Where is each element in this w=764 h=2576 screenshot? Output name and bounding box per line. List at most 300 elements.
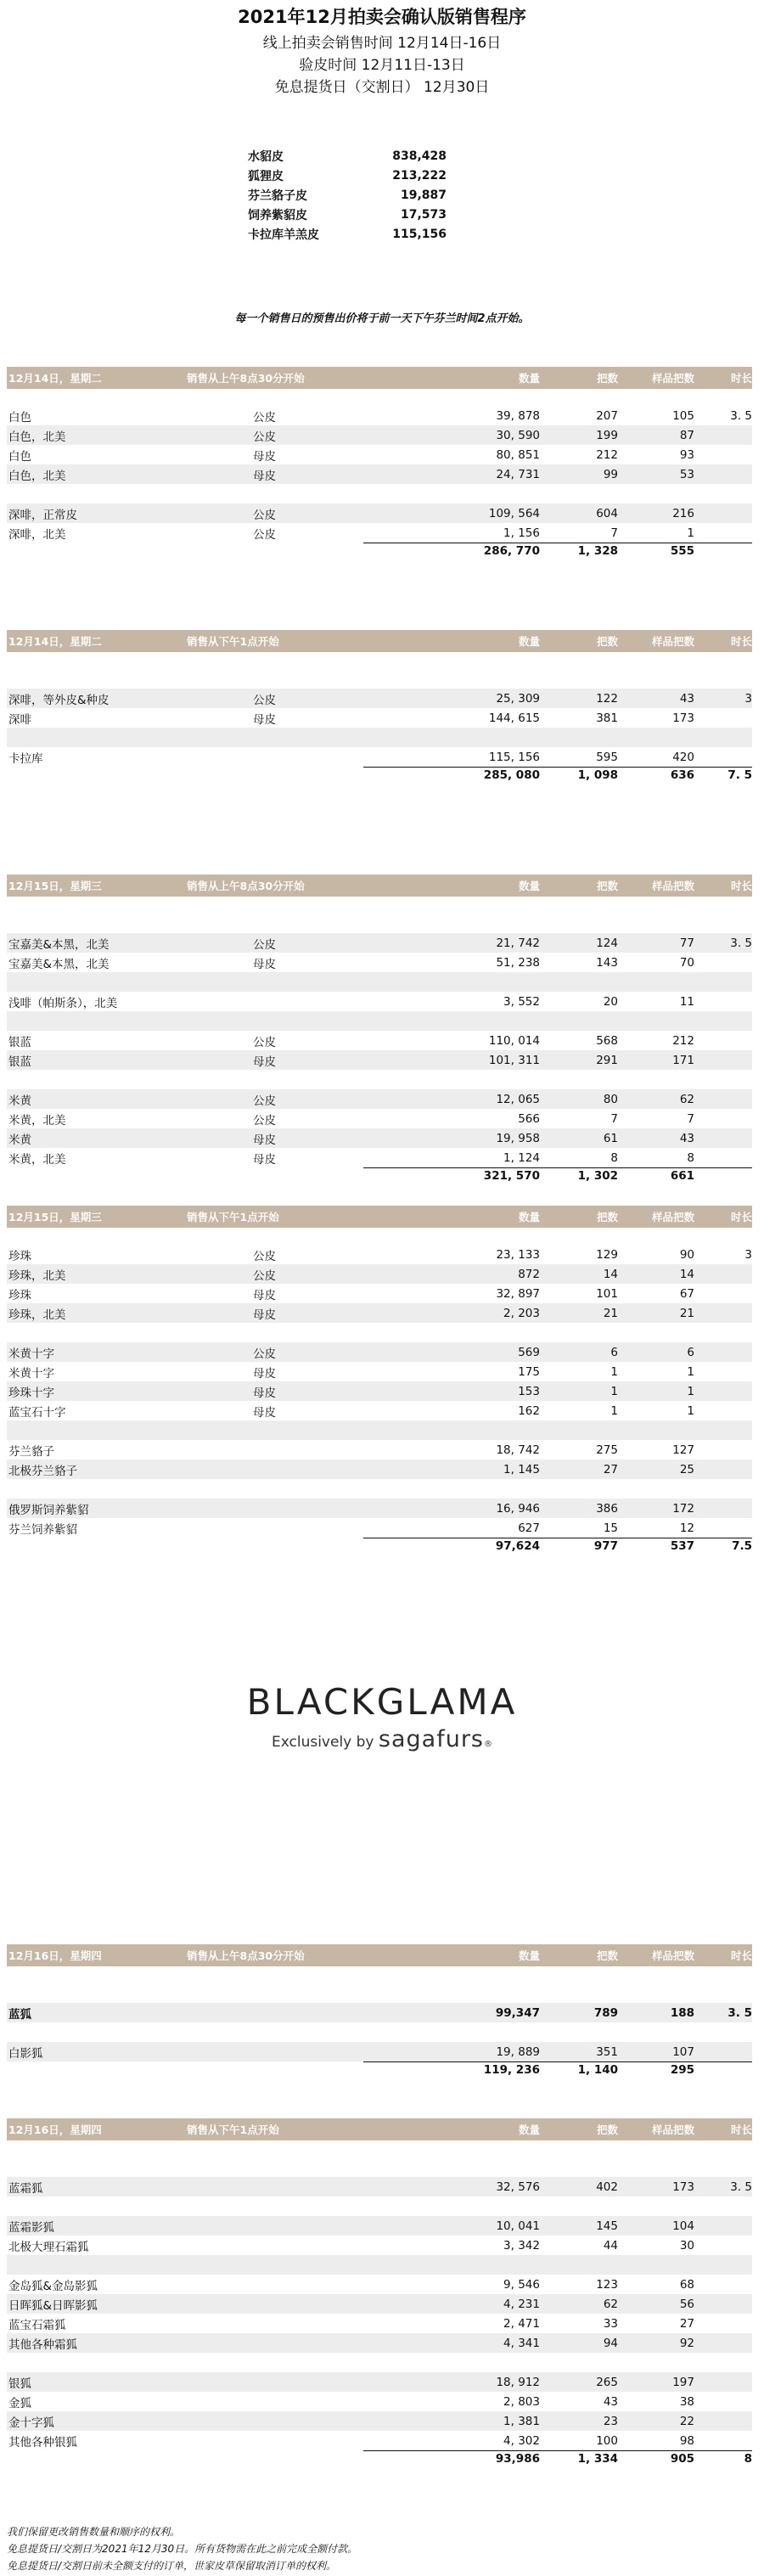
table-row xyxy=(7,406,752,425)
cell-sample: 216 xyxy=(672,506,694,520)
cell-lots: 20 xyxy=(603,994,618,1009)
table-row xyxy=(7,464,752,484)
section-total xyxy=(363,1538,752,1555)
col-qty: 数量 xyxy=(518,880,540,892)
cell-name: 银蓝 xyxy=(8,1055,31,1069)
cell-qty: 19, 889 xyxy=(496,2044,540,2059)
cell-lots: 100 xyxy=(596,2433,618,2448)
table-row xyxy=(7,2294,752,2314)
col-sample: 样品把数 xyxy=(651,1949,694,1962)
cell-hide-type: 公皮 xyxy=(253,410,276,425)
cell-qty: 16, 946 xyxy=(496,1501,540,1516)
cell-qty: 4, 302 xyxy=(503,2433,540,2448)
col-sample: 样品把数 xyxy=(651,2123,694,2136)
cell-qty: 21, 742 xyxy=(496,936,540,950)
cell-duration: 3. 5 xyxy=(730,936,752,950)
table-row xyxy=(7,2333,752,2353)
total-qty: 119, 236 xyxy=(483,2063,540,2077)
cell-hide-type: 母皮 xyxy=(253,712,276,727)
cell-sample: 104 xyxy=(672,2219,694,2233)
sale-section xyxy=(7,367,752,560)
cell-hide-type: 母皮 xyxy=(253,1133,276,1147)
table-row xyxy=(7,1148,752,1167)
cell-qty: 872 xyxy=(518,1267,540,1281)
cell-sample: 172 xyxy=(672,1501,694,1516)
cell-name: 卡拉库 xyxy=(8,751,43,766)
cell-name: 深啡 xyxy=(8,712,31,727)
cell-lots: 33 xyxy=(603,2316,618,2331)
section-date: 12月14日，星期二 xyxy=(8,635,102,648)
cell-name: 金十字狐 xyxy=(8,2416,54,2430)
cell-name: 深啡，北美 xyxy=(8,527,66,542)
table-row xyxy=(7,503,752,523)
table-row xyxy=(7,2275,752,2294)
footer-line: 免息提货日/交割日为2021年12月30日。所有货物需在此之前完成全额付款。 xyxy=(7,2543,358,2555)
total-duration: 7.5 xyxy=(732,1539,752,1553)
cell-sample: 7 xyxy=(687,1111,694,1126)
col-qty: 数量 xyxy=(518,1949,540,1962)
cell-qty: 2, 803 xyxy=(503,2394,540,2409)
cell-duration: 3 xyxy=(744,691,752,706)
col-qty: 数量 xyxy=(518,635,540,648)
cell-sample: 68 xyxy=(679,2277,694,2292)
total-row xyxy=(248,224,469,244)
table-row xyxy=(7,1518,752,1538)
cell-lots: 7 xyxy=(610,526,618,540)
blank-row xyxy=(7,914,752,933)
cell-name: 深啡，正常皮 xyxy=(8,508,77,522)
cell-hide-type: 母皮 xyxy=(253,1386,276,1400)
total-row xyxy=(248,205,469,224)
col-lots: 把数 xyxy=(596,635,618,648)
col-duration: 时长 xyxy=(730,2123,752,2136)
table-row xyxy=(7,2314,752,2333)
cell-qty: 153 xyxy=(518,1384,540,1398)
cell-name: 米黄十字 xyxy=(8,1347,54,1361)
cell-name: 米黄，北美 xyxy=(8,1152,66,1167)
total-lots: 1, 140 xyxy=(577,2063,618,2077)
total-qty: 285, 080 xyxy=(483,768,540,782)
sale-section xyxy=(7,1206,752,1555)
cell-hide-type: 公皮 xyxy=(253,1249,276,1263)
cell-sample: 87 xyxy=(679,428,694,442)
col-sample: 样品把数 xyxy=(651,635,694,648)
cell-sample: 27 xyxy=(679,2316,694,2331)
blackglama-logo xyxy=(0,1681,764,1752)
table-row xyxy=(7,2042,752,2061)
table-row xyxy=(7,1362,752,1381)
col-qty: 数量 xyxy=(518,372,540,385)
cell-qty: 32, 576 xyxy=(496,2179,540,2194)
table-row xyxy=(7,1031,752,1050)
cell-name: 北极大理石霜狐 xyxy=(8,2240,89,2254)
cell-hide-type: 公皮 xyxy=(253,1035,276,1049)
cell-hide-type: 公皮 xyxy=(253,1347,276,1361)
table-row xyxy=(7,1128,752,1148)
cell-name: 白色 xyxy=(8,410,31,425)
cell-name: 俄罗斯饲养紫貂 xyxy=(8,1503,89,1517)
cell-duration: 3 xyxy=(744,1247,752,1262)
col-lots: 把数 xyxy=(596,1949,618,1962)
total-value: 17,573 xyxy=(400,207,447,222)
col-sample: 样品把数 xyxy=(651,1211,694,1223)
cell-name: 北极芬兰貉子 xyxy=(8,1464,77,1478)
cell-sample: 93 xyxy=(679,447,694,462)
footer-notes xyxy=(7,2523,754,2574)
table-row xyxy=(7,2372,752,2392)
blank-row xyxy=(7,1070,752,1089)
table-row xyxy=(7,1303,752,1323)
blank-row xyxy=(7,484,752,503)
cell-name: 米黄 xyxy=(8,1094,31,1108)
cell-qty: 569 xyxy=(518,1345,540,1359)
cell-sample: 21 xyxy=(679,1306,694,1320)
cell-hide-type: 公皮 xyxy=(253,430,276,444)
cell-qty: 101, 311 xyxy=(488,1053,540,1067)
table-row xyxy=(7,2431,752,2450)
total-lots: 1, 334 xyxy=(577,2452,618,2466)
section-session: 销售从下午1点开始 xyxy=(187,1211,279,1223)
total-row xyxy=(248,185,469,205)
cell-sample: 38 xyxy=(679,2394,694,2409)
cell-qty: 99,347 xyxy=(495,2005,540,2020)
cell-lots: 21 xyxy=(603,1306,618,1320)
cell-lots: 7 xyxy=(610,1111,618,1126)
cell-duration: 3. 5 xyxy=(730,2179,752,2194)
table-row xyxy=(7,2216,752,2236)
cell-qty: 9, 546 xyxy=(503,2277,540,2292)
col-sample: 样品把数 xyxy=(651,372,694,385)
cell-sample: 1 xyxy=(687,1403,694,1418)
cell-hide-type: 母皮 xyxy=(253,1366,276,1381)
sale-section xyxy=(7,630,752,785)
cell-name: 珍珠，北美 xyxy=(8,1268,66,1283)
cell-lots: 15 xyxy=(603,1521,618,1535)
cell-qty: 80, 851 xyxy=(496,447,540,462)
table-row xyxy=(7,2003,752,2022)
total-name: 水貂皮 xyxy=(248,149,284,164)
cell-lots: 80 xyxy=(603,1092,618,1106)
col-lots: 把数 xyxy=(596,2123,618,2136)
cell-sample: 173 xyxy=(672,711,694,725)
cell-qty: 3, 552 xyxy=(503,994,540,1009)
cell-qty: 32, 897 xyxy=(496,1286,540,1301)
cell-name: 日晖狐&日晖影狐 xyxy=(8,2298,98,2313)
section-spacer xyxy=(7,2140,752,2157)
cell-sample: 30 xyxy=(679,2238,694,2253)
blank-row xyxy=(7,1983,752,2003)
section-header xyxy=(7,1206,752,1228)
section-spacer xyxy=(7,1228,752,1245)
cell-sample: 43 xyxy=(679,691,694,706)
cell-lots: 94 xyxy=(603,2336,618,2350)
cell-qty: 1, 124 xyxy=(503,1150,540,1165)
col-duration: 时长 xyxy=(730,1949,752,1962)
total-lots: 1, 098 xyxy=(577,768,618,782)
table-row xyxy=(7,2236,752,2255)
cell-qty: 4, 231 xyxy=(503,2297,540,2311)
cell-qty: 12, 065 xyxy=(496,1092,540,1106)
total-qty: 321, 570 xyxy=(483,1169,540,1183)
cell-lots: 23 xyxy=(603,2414,618,2428)
cell-lots: 143 xyxy=(596,955,618,970)
section-total xyxy=(363,1167,752,1185)
cell-name: 珍珠 xyxy=(8,1249,31,1263)
blank-row xyxy=(7,1011,752,1031)
sale-section xyxy=(7,875,752,1185)
cell-lots: 61 xyxy=(603,1131,618,1145)
cell-qty: 2, 471 xyxy=(503,2316,540,2331)
blank-row xyxy=(7,728,752,747)
cell-hide-type: 母皮 xyxy=(253,957,276,971)
total-value: 19,887 xyxy=(400,188,447,202)
table-row xyxy=(7,1440,752,1460)
cell-hide-type: 母皮 xyxy=(253,1288,276,1302)
cell-hide-type: 公皮 xyxy=(253,527,276,542)
total-row xyxy=(248,146,469,166)
cell-sample: 62 xyxy=(679,1092,694,1106)
cell-qty: 30, 590 xyxy=(496,428,540,442)
cell-qty: 25, 309 xyxy=(496,691,540,706)
col-duration: 时长 xyxy=(730,635,752,648)
section-session: 销售从下午1点开始 xyxy=(187,635,279,648)
cell-sample: 67 xyxy=(679,1286,694,1301)
cell-name: 蓝宝石霜狐 xyxy=(8,2318,66,2332)
table-row xyxy=(7,1050,752,1070)
cell-sample: 171 xyxy=(672,1053,694,1067)
cell-qty: 144, 615 xyxy=(488,711,540,725)
cell-hide-type: 公皮 xyxy=(253,693,276,707)
section-header xyxy=(7,630,752,652)
cell-name: 其他各种霜狐 xyxy=(8,2337,77,2352)
cell-name: 白色，北美 xyxy=(8,430,66,444)
cell-qty: 175 xyxy=(518,1364,540,1379)
total-lots: 977 xyxy=(593,1539,618,1553)
total-lots: 1, 328 xyxy=(577,544,618,558)
cell-qty: 19, 958 xyxy=(496,1131,540,1145)
table-row xyxy=(7,2392,752,2411)
cell-hide-type: 母皮 xyxy=(253,449,276,464)
cell-sample: 11 xyxy=(679,994,694,1009)
cell-lots: 44 xyxy=(603,2238,618,2253)
section-date: 12月16日，星期四 xyxy=(8,2123,102,2136)
sale-section xyxy=(7,1944,752,2079)
section-session: 销售从上午8点30分开始 xyxy=(187,880,305,892)
table-row xyxy=(7,992,752,1011)
col-lots: 把数 xyxy=(596,1211,618,1223)
total-sample: 905 xyxy=(670,2452,694,2466)
online-sale-time: 线上拍卖会销售时间 12月14日-16日 xyxy=(262,35,502,52)
cell-sample: 92 xyxy=(679,2336,694,2350)
sale-section xyxy=(7,2118,752,2468)
total-lots: 1, 302 xyxy=(577,1169,618,1183)
logo-mark: ® xyxy=(484,1740,492,1749)
cell-name: 银狐 xyxy=(8,2376,31,2391)
page-title: 2021年12月拍卖会确认版销售程序 xyxy=(238,7,526,27)
cell-lots: 8 xyxy=(610,1150,618,1165)
cell-sample: 105 xyxy=(672,408,694,423)
cell-lots: 1 xyxy=(610,1403,618,1418)
cell-sample: 127 xyxy=(672,1443,694,1457)
blank-row xyxy=(7,2196,752,2216)
table-row xyxy=(7,747,752,767)
section-date: 12月15日，星期三 xyxy=(8,1211,102,1223)
cell-hide-type: 公皮 xyxy=(253,1094,276,1108)
cell-name: 米黄 xyxy=(8,1133,31,1147)
offering-totals xyxy=(248,146,469,244)
cell-sample: 98 xyxy=(679,2433,694,2448)
table-row xyxy=(7,933,752,953)
table-row xyxy=(7,1401,752,1420)
blank-row xyxy=(7,1479,752,1499)
cell-qty: 115, 156 xyxy=(488,750,540,764)
table-row xyxy=(7,1109,752,1128)
table-row xyxy=(7,1089,752,1109)
table-row xyxy=(7,2411,752,2431)
cell-lots: 124 xyxy=(596,936,618,950)
cell-hide-type: 母皮 xyxy=(253,469,276,483)
footer-line: 免息提货日/交割日前未全额支付的订单，世家皮草保留取消订单的权利。 xyxy=(7,2560,337,2572)
cell-name: 金岛狐&金岛影狐 xyxy=(8,2279,98,2293)
cell-name: 深啡，等外皮&种皮 xyxy=(8,693,110,707)
cell-sample: 77 xyxy=(679,936,694,950)
logo-brand: BLACKGLAMA xyxy=(246,1681,518,1723)
table-row xyxy=(7,523,752,543)
table-row xyxy=(7,953,752,972)
cell-lots: 62 xyxy=(603,2297,618,2311)
cell-lots: 43 xyxy=(603,2394,618,2409)
cell-sample: 8 xyxy=(687,1150,694,1165)
section-header xyxy=(7,367,752,389)
cell-name: 珍珠十字 xyxy=(8,1386,54,1400)
cell-name: 白影狐 xyxy=(8,2046,43,2061)
inspection-time: 验皮时间 12月11日-13日 xyxy=(299,57,465,74)
cell-hide-type: 公皮 xyxy=(253,1268,276,1283)
col-qty: 数量 xyxy=(518,1211,540,1223)
table-row xyxy=(7,689,752,708)
cell-duration: 3. 5 xyxy=(730,408,752,423)
cell-duration: 3. 5 xyxy=(727,2005,752,2020)
cell-name: 蓝狐 xyxy=(8,2007,31,2022)
cell-lots: 351 xyxy=(596,2044,618,2059)
col-duration: 时长 xyxy=(730,372,752,385)
blank-row xyxy=(7,2353,752,2372)
table-row xyxy=(7,2177,752,2196)
cell-name: 其他各种银狐 xyxy=(8,2435,77,2449)
cell-lots: 568 xyxy=(596,1033,618,1048)
total-value: 213,222 xyxy=(392,168,447,183)
table-row xyxy=(7,1284,752,1303)
cell-sample: 6 xyxy=(687,1345,694,1359)
cell-lots: 381 xyxy=(596,711,618,725)
total-sample: 661 xyxy=(670,1169,694,1183)
total-name: 芬兰貉子皮 xyxy=(248,188,307,203)
cell-hide-type: 公皮 xyxy=(253,1113,276,1128)
cell-lots: 604 xyxy=(596,506,618,520)
cell-sample: 420 xyxy=(672,750,694,764)
cell-hide-type: 母皮 xyxy=(253,1308,276,1322)
col-sample: 样品把数 xyxy=(651,880,694,892)
cell-sample: 90 xyxy=(679,1247,694,1262)
logo-tagline xyxy=(0,1726,764,1752)
cell-lots: 123 xyxy=(596,2277,618,2292)
cell-qty: 18, 742 xyxy=(496,1443,540,1457)
table-row xyxy=(7,1381,752,1401)
cell-sample: 43 xyxy=(679,1131,694,1145)
cell-lots: 291 xyxy=(596,1053,618,1067)
total-sample: 555 xyxy=(670,544,694,558)
total-duration: 8 xyxy=(744,2452,752,2466)
section-spacer xyxy=(7,897,752,914)
section-header xyxy=(7,1944,752,1966)
cell-lots: 129 xyxy=(596,1247,618,1262)
cell-hide-type: 母皮 xyxy=(253,1055,276,1069)
logo-partner: sagafurs xyxy=(378,1726,484,1752)
cell-sample: 173 xyxy=(672,2179,694,2194)
col-duration: 时长 xyxy=(730,880,752,892)
col-lots: 把数 xyxy=(596,880,618,892)
cell-sample: 1 xyxy=(687,1384,694,1398)
cell-lots: 199 xyxy=(596,428,618,442)
section-header xyxy=(7,2118,752,2140)
section-spacer xyxy=(7,652,752,669)
table-row xyxy=(7,425,752,445)
cell-qty: 4, 341 xyxy=(503,2336,540,2350)
table-row xyxy=(7,708,752,728)
section-spacer xyxy=(7,389,752,406)
cell-sample: 1 xyxy=(687,526,694,540)
table-row xyxy=(7,1245,752,1264)
cell-qty: 18, 912 xyxy=(496,2375,540,2389)
total-qty: 286, 770 xyxy=(483,544,540,558)
cell-qty: 1, 156 xyxy=(503,526,540,540)
cell-lots: 212 xyxy=(596,447,618,462)
section-total xyxy=(363,543,752,560)
cell-sample: 188 xyxy=(670,2005,694,2020)
table-row xyxy=(7,1264,752,1284)
section-spacer xyxy=(7,1966,752,1983)
cell-name: 芬兰饲养紫貂 xyxy=(8,1522,77,1537)
total-name: 饲养紫貂皮 xyxy=(248,208,307,222)
cell-name: 蓝霜影狐 xyxy=(8,2220,54,2235)
cell-qty: 3, 342 xyxy=(503,2238,540,2253)
cell-name: 白色 xyxy=(8,449,31,464)
cell-lots: 402 xyxy=(596,2179,618,2194)
cell-qty: 24, 731 xyxy=(496,467,540,481)
cell-qty: 2, 203 xyxy=(503,1306,540,1320)
table-row xyxy=(7,1499,752,1518)
total-duration: 7. 5 xyxy=(727,768,752,782)
cell-sample: 25 xyxy=(679,1462,694,1476)
cell-sample: 22 xyxy=(679,2414,694,2428)
total-sample: 295 xyxy=(670,2063,694,2077)
total-value: 838,428 xyxy=(392,149,447,163)
section-header xyxy=(7,875,752,897)
cell-hide-type: 公皮 xyxy=(253,508,276,522)
cell-name: 米黄，北美 xyxy=(8,1113,66,1128)
cell-lots: 386 xyxy=(596,1501,618,1516)
cell-sample: 212 xyxy=(672,1033,694,1048)
cell-name: 珍珠 xyxy=(8,1288,31,1302)
cell-lots: 275 xyxy=(596,1443,618,1457)
cell-lots: 145 xyxy=(596,2219,618,2233)
cell-sample: 1 xyxy=(687,1364,694,1379)
col-duration: 时长 xyxy=(730,1211,752,1223)
cell-name: 芬兰貉子 xyxy=(8,1444,54,1459)
cell-qty: 109, 564 xyxy=(488,506,540,520)
blank-row xyxy=(7,972,752,992)
cell-lots: 6 xyxy=(610,1345,618,1359)
